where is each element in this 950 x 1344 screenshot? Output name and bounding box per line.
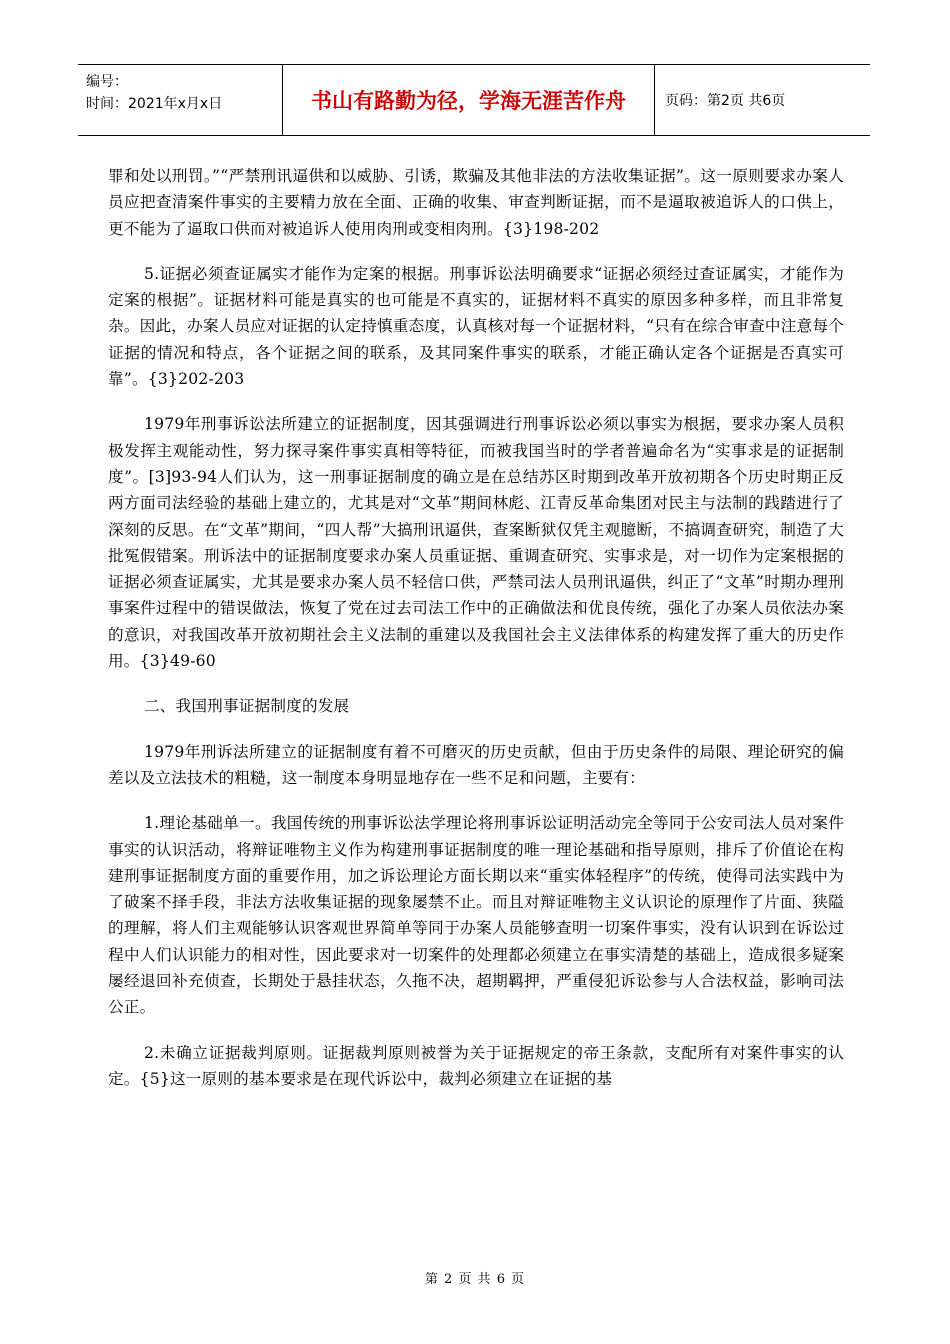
page-header <box>78 64 870 136</box>
paragraph-point-5: 5.证据必须查证属实才能作为定案的根据。刑事诉讼法明确要求“证据必须经过查证属实，才能作为定案的根据”。证据材料可能是真实的也可能是不真实的，证据材料不真实的原因多种多样，而且非常复杂。因此，办案人员应对证据的认定持慎重态度，认真核对每一个证据材料，“只有在综合审查中注意每个证据的情况和特点，各个证据之间的联系，及其同案件事实的联系，才能正确认定各个证据是否真实可靠”。{3}202-203 <box>108 264 844 389</box>
paragraph-point-2: 2.未确立证据裁判原则。证据裁判原则被誉为关于证据规定的帝王条款，支配所有对案件事实的认定。{5}这一原则的基本要求是在现代诉讼中，裁判必须建立在证据的基 <box>108 1043 844 1088</box>
paragraph-continuation: 罪和处以刑罚。”“严禁刑讯逼供和以威胁、引诱，欺骗及其他非法的方法收集证据”。这一原则要求办案人员应把查清案件事实的主要精力放在全面、正确的收集、审查判断证据，而不是逼取被追诉人的口供上，更不能为了逼取口供而对被追诉人使用肉刑或变相肉刑。{3}198-202 <box>108 167 844 238</box>
page-footer: 第 2 页 共 6 页 <box>424 1272 526 1287</box>
paragraph-1979-evidence-system: 1979年刑事诉讼法所建立的证据制度，因其强调进行刑事诉讼必须以事实为根据，要求办案人员积极发挥主观能动性，努力探寻案件事实真相等特征，而被我国当时的学者普遍命名为“实事求是的证据制度”。[3]93-94人们认为，这一刑事证据制度的确立是在总结苏区时期到改革开放初期各个历史时期正反两方面司法经验的基础上建立的，尤其是对“文革”期间林彪、江青反革命集团对民主与法制的践踏进行了深刻的反思。在“文革”期间，“四人帮”大搞刑讯逼供，查案断狱仅凭主观臆断，不搞调查研究，制造了大批冤假错案。刑诉法中的证据制度要求办案人员重证据、重调查研究、实事求是，对一切作为定案根据的证据必须查证属实，尤其是要求办案人员不轻信口供，严禁司法人员刑讯逼供，纠正了“文革”时期办理刑事案件过程中的错误做法，恢复了党在过去司法工作中的正确做法和优良传统，强化了办案人员依法办案的意识，对我国改革开放初期社会主义法制的重建以及我国社会主义法律体系的构建发挥了重大的历史作用。{3}49-60 <box>108 415 844 671</box>
header-meta <box>78 65 283 135</box>
section-heading-development: 二、我国刑事证据制度的发展 <box>144 697 350 716</box>
document-number-label: 编号： <box>86 74 128 90</box>
document-time-label: 时间：2021年x月x日 <box>86 96 223 112</box>
header-page-number: 页码：第2页 共6页 <box>665 93 786 109</box>
header-motto: 书山有路勤为径，学海无涯苦作舟 <box>283 65 655 135</box>
document-body <box>108 163 844 1111</box>
paragraph-shortcomings-intro: 1979年刑诉法所建立的证据制度有着不可磨灭的历史贡献，但由于历史条件的局限、理论研究的偏差以及立法技术的粗糙，这一制度本身明显地存在一些不足和问题，主要有： <box>108 742 844 787</box>
paragraph-point-1: 1.理论基础单一。我国传统的刑事诉讼法学理论将刑事诉讼证明活动完全等同于公安司法人员对案件事实的认识活动，将辩证唯物主义作为构建刑事证据制度的唯一理论基础和指导原则，排斥了价值论在构建刑事证据制度方面的重要作用，加之诉讼理论方面长期以来“重实体轻程序”的传统，使得司法实践中为了破案不择手段，非法方法收集证据的现象屡禁不止。而且对辩证唯物主义认识论的原理作了片面、狭隘的理解，将人们主观能够认识客观世界简单等同于办案人员能够查明一切案件事实，没有认识到在诉讼过程中人们认识能力的相对性，因此要求对一切案件的处理都必须建立在事实清楚的基础上，造成很多疑案屡经退回补充侦查，长期处于悬挂状态，久拖不决，超期羁押，严重侵犯诉讼参与人合法权益，影响司法公正。 <box>108 814 844 1017</box>
